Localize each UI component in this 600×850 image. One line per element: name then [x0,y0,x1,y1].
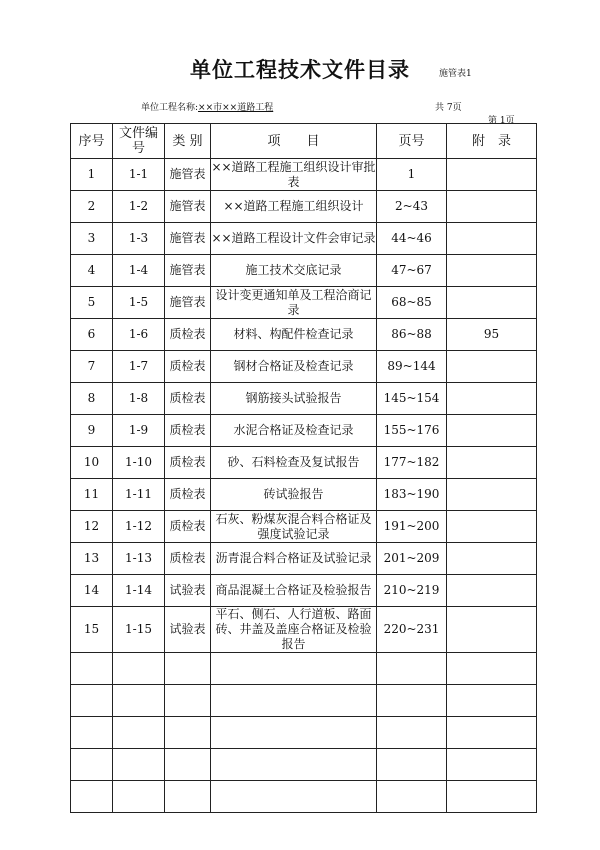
header-seq: 序号 [71,124,113,159]
row-file-code [113,781,165,813]
table-row [71,511,537,543]
project-label: 单位工程名称: [141,103,199,113]
row-item: 材料、构配件检查记录 [211,319,377,351]
header-item: 项 目 [211,124,377,159]
table-row [71,415,537,447]
row-appendix [447,543,537,575]
row-appendix [447,607,537,653]
table-row [71,319,537,351]
table-row [71,543,537,575]
row-category [165,749,211,781]
row-pages: 201~209 [377,543,447,575]
row-item: 石灰、粉煤灰混合料合格证及强度试验记录 [211,511,377,543]
row-item: ××道路工程施工组织设计 [211,191,377,223]
row-pages [377,653,447,685]
row-pages: 183~190 [377,479,447,511]
page-title: 单位工程技术文件目录 [190,58,410,82]
row-file-code [113,685,165,717]
row-item [211,717,377,749]
row-seq: 14 [71,575,113,607]
row-pages: 155~176 [377,415,447,447]
row-item [211,653,377,685]
row-item: 钢材合格证及检查记录 [211,351,377,383]
row-pages: 68~85 [377,287,447,319]
row-appendix [447,781,537,813]
row-appendix [447,415,537,447]
header-file-code: 文件编号 [113,124,165,159]
row-file-code: 1-9 [113,415,165,447]
row-file-code: 1-13 [113,543,165,575]
row-appendix [447,383,537,415]
row-appendix [447,255,537,287]
row-file-code [113,717,165,749]
row-seq: 6 [71,319,113,351]
row-category: 施管表 [165,287,211,319]
row-category: 质检表 [165,415,211,447]
table-row [71,685,537,717]
row-category [165,685,211,717]
row-seq: 1 [71,159,113,191]
row-appendix [447,749,537,781]
row-file-code: 1-5 [113,287,165,319]
row-pages [377,685,447,717]
row-item: 砂、石料检查及复试报告 [211,447,377,479]
row-file-code: 1-6 [113,319,165,351]
row-appendix [447,351,537,383]
row-file-code: 1-1 [113,159,165,191]
catalog-table [70,123,537,813]
row-item: 平石、侧石、人行道板、路面砖、井盖及盖座合格证及检验报告 [211,607,377,653]
row-file-code: 1-2 [113,191,165,223]
row-item [211,749,377,781]
row-seq [71,653,113,685]
row-appendix [447,479,537,511]
row-appendix [447,685,537,717]
project-name: ××市××道路工程 [198,103,274,113]
row-item [211,685,377,717]
row-category: 施管表 [165,223,211,255]
row-file-code: 1-4 [113,255,165,287]
row-appendix [447,447,537,479]
row-seq: 3 [71,223,113,255]
table-row [71,287,537,319]
table-row [71,781,537,813]
row-pages: 1 [377,159,447,191]
row-category [165,781,211,813]
row-category: 质检表 [165,351,211,383]
table-row [71,717,537,749]
header-pages: 页号 [377,124,447,159]
row-item: 设计变更通知单及工程洽商记录 [211,287,377,319]
row-category: 施管表 [165,255,211,287]
row-seq [71,749,113,781]
row-pages: 220~231 [377,607,447,653]
row-file-code [113,749,165,781]
row-appendix: 95 [447,319,537,351]
row-seq: 15 [71,607,113,653]
row-seq [71,685,113,717]
row-category: 质检表 [165,383,211,415]
row-pages: 177~182 [377,447,447,479]
row-seq: 7 [71,351,113,383]
row-file-code: 1-3 [113,223,165,255]
row-seq: 9 [71,415,113,447]
row-pages [377,749,447,781]
row-item: 施工技术交底记录 [211,255,377,287]
row-item: 砖试验报告 [211,479,377,511]
row-file-code: 1-15 [113,607,165,653]
page-number: 第 1页 [488,116,515,126]
row-appendix [447,511,537,543]
row-file-code: 1-12 [113,511,165,543]
row-appendix [447,159,537,191]
row-pages: 47~67 [377,255,447,287]
row-category [165,717,211,749]
row-appendix [447,653,537,685]
row-seq [71,717,113,749]
row-seq: 8 [71,383,113,415]
row-appendix [447,223,537,255]
table-row [71,351,537,383]
table-row [71,607,537,653]
header-appendix: 附 录 [447,124,537,159]
row-pages: 2~43 [377,191,447,223]
table-row [71,159,537,191]
row-category: 施管表 [165,159,211,191]
row-category: 试验表 [165,575,211,607]
row-seq: 12 [71,511,113,543]
row-file-code [113,653,165,685]
row-pages: 210~219 [377,575,447,607]
row-item: ××道路工程施工组织设计审批表 [211,159,376,189]
row-pages: 191~200 [377,511,447,543]
row-item: 钢筋接头试验报告 [211,383,377,415]
table-row [71,223,537,255]
row-category: 质检表 [165,447,211,479]
row-appendix [447,717,537,749]
row-seq [71,781,113,813]
row-pages: 89~144 [377,351,447,383]
row-category: 质检表 [165,319,211,351]
row-pages: 86~88 [377,319,447,351]
row-item: ××道路工程设计文件会审记录 [211,223,377,255]
row-item: 沥青混合料合格证及试验记录 [211,543,377,575]
row-pages: 145~154 [377,383,447,415]
row-pages: 44~46 [377,223,447,255]
row-seq: 11 [71,479,113,511]
table-row [71,575,537,607]
table-row [71,383,537,415]
row-seq: 4 [71,255,113,287]
row-item [211,781,377,813]
table-row [71,749,537,781]
total-pages: 共 7页 [435,103,462,113]
form-code: 施管表1 [439,69,472,79]
row-category: 质检表 [165,511,211,543]
row-pages [377,781,447,813]
table-row [71,479,537,511]
row-item: 商品混凝土合格证及检验报告 [211,575,377,607]
row-seq: 10 [71,447,113,479]
row-seq: 13 [71,543,113,575]
row-appendix [447,287,537,319]
table-row [71,653,537,685]
row-appendix [447,575,537,607]
row-pages [377,717,447,749]
row-file-code: 1-14 [113,575,165,607]
row-appendix [447,191,537,223]
row-category: 质检表 [165,479,211,511]
row-seq: 2 [71,191,113,223]
row-seq: 5 [71,287,113,319]
row-category [165,653,211,685]
table-header-row [71,124,537,159]
row-file-code: 1-7 [113,351,165,383]
row-file-code: 1-10 [113,447,165,479]
row-category: 施管表 [165,191,211,223]
row-category: 质检表 [165,543,211,575]
row-file-code: 1-8 [113,383,165,415]
project-line [141,100,273,113]
table-row [71,191,537,223]
table-row [71,255,537,287]
row-file-code: 1-11 [113,479,165,511]
row-item: 水泥合格证及检查记录 [211,415,377,447]
table-row [71,447,537,479]
header-category: 类 别 [165,124,211,159]
row-category: 试验表 [165,607,211,653]
